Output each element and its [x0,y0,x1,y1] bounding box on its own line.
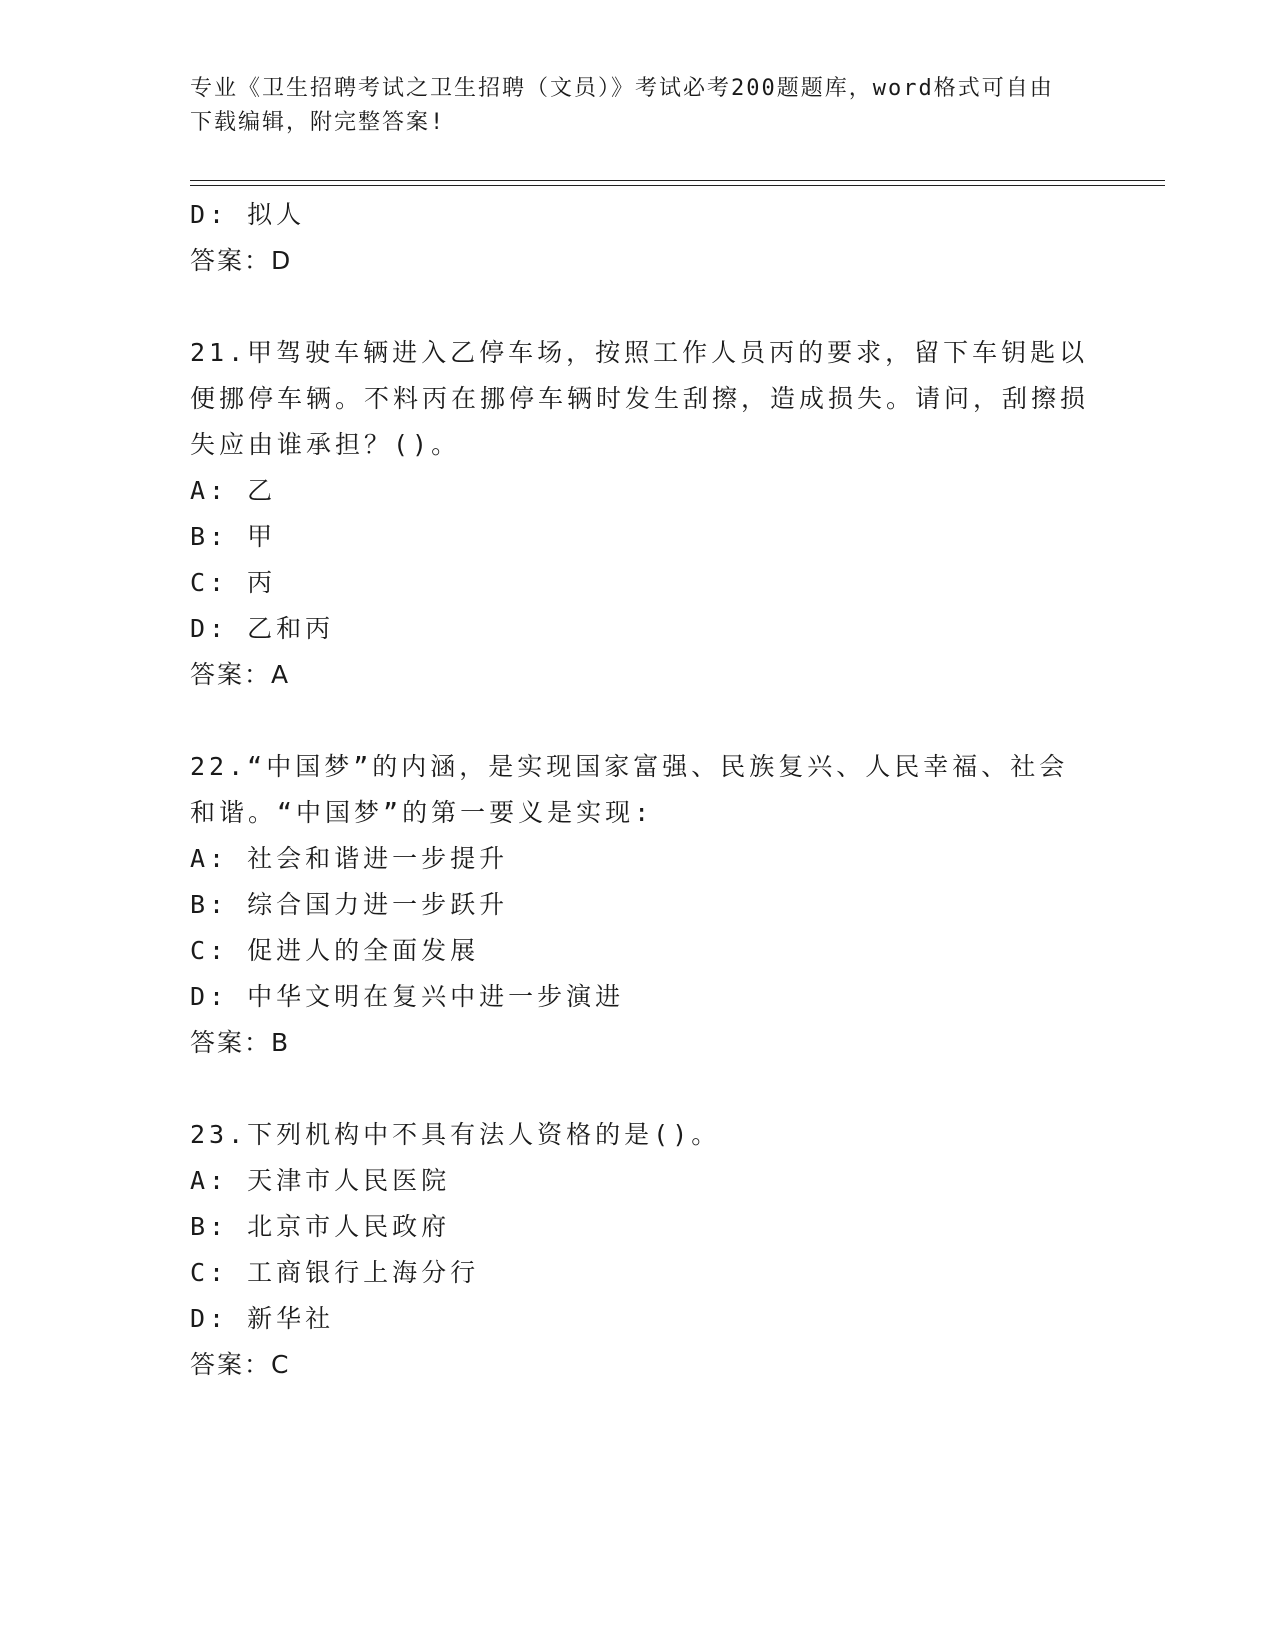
option-a: A: 乙 [190,476,277,505]
option-d: D: 拟人 [190,200,306,229]
option-b: B: 甲 [190,522,277,551]
answer-line: 答案：C [190,1350,291,1379]
header-divider-top [190,180,1165,181]
option-c: C: 促进人的全面发展 [190,936,480,965]
question-block [190,330,1165,698]
answer-line: 答案：A [190,660,291,689]
answer-line: 答案：D [190,246,293,275]
answer-line: 答案：B [190,1028,291,1057]
page-header-title: 专业《卫生招聘考试之卫生招聘（文员）》考试必考200题题库，word格式可自由下载编辑，附完整答案! [190,76,1054,135]
option-c: C: 丙 [190,568,277,597]
question-list [190,192,1165,1388]
question-text: 21.甲驾驶车辆进入乙停车场，按照工作人员丙的要求，留下车钥匙以便挪停车辆。不料丙在挪停车辆时发生刮擦，造成损失。请问，刮擦损失应由谁承担？()。 [190,338,1090,459]
header-divider-bottom [190,185,1165,186]
question-block [190,744,1165,1066]
option-a: A: 天津市人民医院 [190,1166,451,1195]
option-a: A: 社会和谐进一步提升 [190,844,509,873]
question-text: 22.“中国梦”的内涵，是实现国家富强、民族复兴、人民幸福、社会和谐。“中国梦”的第一要义是实现: [190,752,1069,827]
option-b: B: 北京市人民政府 [190,1212,451,1241]
option-d: D: 中华文明在复兴中进一步演进 [190,982,625,1011]
option-d: D: 乙和丙 [190,614,335,643]
option-d: D: 新华社 [190,1304,335,1333]
question-text: 23.下列机构中不具有法人资格的是()。 [190,1120,721,1149]
option-b: B: 综合国力进一步跃升 [190,890,509,919]
question-block [190,1112,1165,1388]
option-c: C: 工商银行上海分行 [190,1258,480,1287]
